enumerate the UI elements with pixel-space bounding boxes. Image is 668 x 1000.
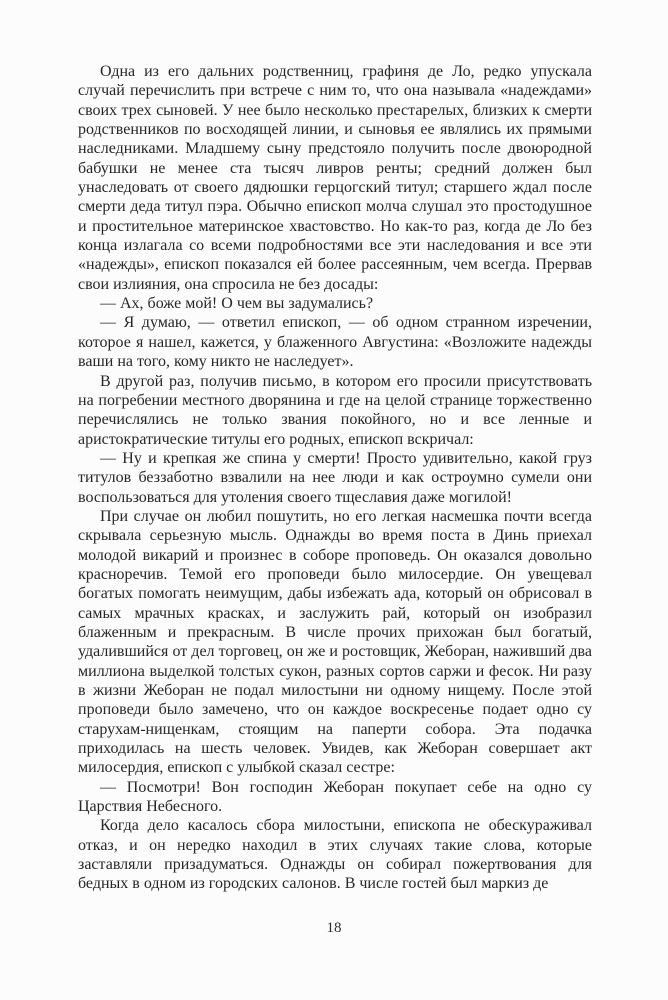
paragraph: При случае он любил пошутить, но его легкая насмешка почти всегда скрывала серьезную мысль. Однажды во время поста в Динь приехал молодой викарий и произнес в соборе проповедь. Он оказался довольно красноречив. Темой его проповеди было милосердие. Он увещевал богатых помогать неимущим, дабы избежать ада, который он обрисовал в самых мрачных красках, и заслужить рай, который он изобразил блаженным и прекрасным. В числе прочих прихожан был богатый, удалившийся от дел торговец, он же и ростовщик, Жеборан, наживший два миллиона выделкой толстых сукон, разных сортов саржи и фесок. Ни разу в жизни Жеборан не подал милостыни ни одному нищему. После этой проповеди было замечено, что он каждое воскресенье подает одно су старухам-нищенкам, стоящим на паперти собора. Эта подачка приходилась на шесть человек. Увидев, как Жеборан совершает акт милосердия, епископ с улыбкой сказал сестре: <box>78 507 592 777</box>
dialogue-paragraph: — Я думаю, — ответил епископ, — об одном странном изречении, которое я нашел, кажется, у блаженного Августина: «Возложите надежды ваши на того, кому никто не наследует». <box>78 314 592 371</box>
page-text-block <box>78 62 592 894</box>
paragraph: Одна из его дальних родственниц, графиня де Ло, редко упускала случай перечислить при встрече с ним то, что она называла «надеждами» своих трех сыновей. У нее было несколько престарелых, близких к смерти родственников по восходящей линии, и сыновья ее являлись их прямыми наследниками. Младшему сыну предстояло получить после двоюродной бабушки не менее ста тысяч ливров ренты; средний должен был унаследовать от своего дядюшки герцогский титул; старшего ждал после смерти деда титул пэра. Обычно епископ молча слушал это простодушное и простительное материнское хвастовство. Но как-то раз, когда де Ло без конца излагала со всеми подробностями все эти наследования и все эти «надежды», епископ показался ей более рассеянным, чем всегда. Прервав свои излияния, она спросила не без досады: <box>78 63 592 293</box>
dialogue-paragraph: — Посмотри! Вон господин Жеборан покупает себе на одно су Царствия Небесного. <box>78 778 592 816</box>
dialogue-paragraph: — Ну и крепкая же спина у смерти! Просто удивительно, какой груз титулов беззаботно взвалили на нее люди и как остроумно сумели они воспользоваться для утоления своего тщеславия даже могилой! <box>78 449 592 506</box>
dialogue-paragraph: — Ах, боже мой! О чем вы задумались? <box>100 295 374 313</box>
paragraph: В другой раз, получив письмо, в котором его просили присутствовать на погребении местного дворянина и где на целой странице торжественно перечислялись не только звания покойного, но и все ленные и аристократические титулы его родных, епископ вскричал: <box>78 372 592 448</box>
page-number: 18 <box>326 920 342 936</box>
paragraph: Когда дело касалось сбора милостыни, епископа не обескураживал отказ, и он нередко находил в этих случаях такие слова, которые заставляли призадуматься. Однажды он собирал пожертвования для бедных в одном из городских салонов. В числе гостей был маркиз де <box>78 817 592 893</box>
